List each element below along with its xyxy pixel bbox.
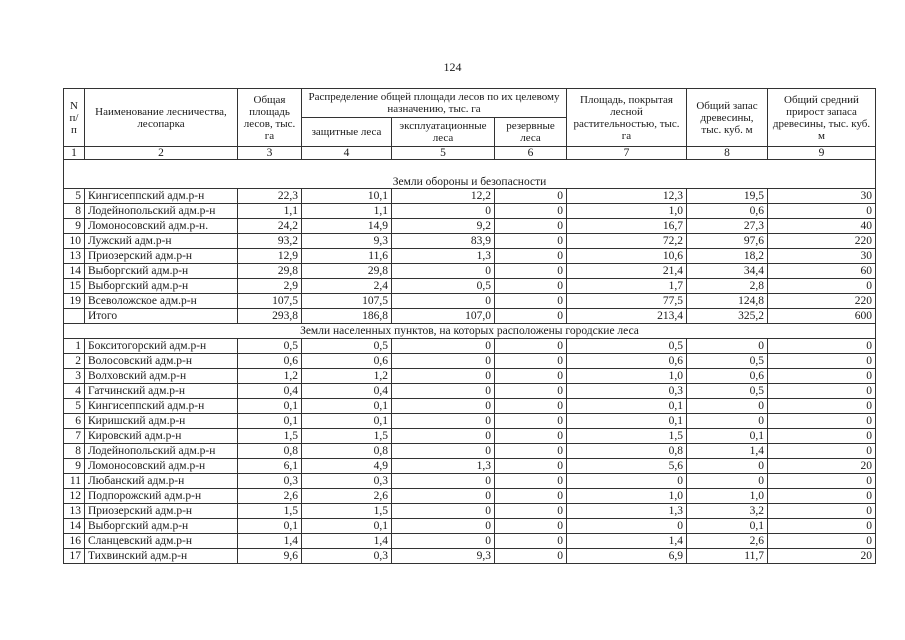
total-row — [64, 309, 876, 324]
value-cell: 1,4 — [567, 534, 687, 549]
value-cell: 0,5 — [687, 354, 768, 369]
value-cell: 1,3 — [567, 504, 687, 519]
table-row — [64, 369, 876, 384]
value-cell: 0 — [495, 249, 567, 264]
table-row — [64, 534, 876, 549]
header-forest-covered: Площадь, покрытая лесной растительностью, тыс. га — [567, 89, 687, 147]
value-cell: 6,9 — [567, 549, 687, 564]
value-cell: 220 — [768, 294, 876, 309]
column-number: 7 — [567, 147, 687, 160]
district-name: Гатчинский адм.р-н — [85, 384, 238, 399]
column-number: 9 — [768, 147, 876, 160]
value-cell: 0,5 — [567, 339, 687, 354]
value-cell: 0 — [495, 399, 567, 414]
value-cell: 0 — [567, 474, 687, 489]
value-cell: 0 — [687, 459, 768, 474]
value-cell: 0,1 — [302, 414, 392, 429]
value-cell: 2,6 — [302, 489, 392, 504]
header-growth: Общий средний прирост запаса древесины, тыс. куб. м — [768, 89, 876, 147]
district-name: Выборгский адм.р-н — [85, 279, 238, 294]
district-name: Волховский адм.р-н — [85, 369, 238, 384]
district-name: Выборгский адм.р-н — [85, 519, 238, 534]
column-number: 1 — [64, 147, 85, 160]
district-name: Сланцевский адм.р-н — [85, 534, 238, 549]
table-row — [64, 354, 876, 369]
value-cell: 0 — [768, 414, 876, 429]
value-cell: 0 — [495, 384, 567, 399]
value-cell: 77,5 — [567, 294, 687, 309]
district-name: Подпорожский адм.р-н — [85, 489, 238, 504]
value-cell: 1,4 — [238, 534, 302, 549]
value-cell: 0 — [768, 504, 876, 519]
value-cell: 0,5 — [238, 339, 302, 354]
value-cell: 0 — [687, 339, 768, 354]
value-cell: 4,9 — [302, 459, 392, 474]
value-cell: 5,6 — [567, 459, 687, 474]
header-protective: защитные леса — [302, 118, 392, 147]
value-cell: 0,6 — [302, 354, 392, 369]
column-number: 5 — [392, 147, 495, 160]
header-num: N п/п — [64, 89, 85, 147]
value-cell: 0 — [768, 384, 876, 399]
table-row — [64, 384, 876, 399]
header-exploitation: эксплуатационные леса — [392, 118, 495, 147]
value-cell: 1,5 — [238, 504, 302, 519]
row-number: 2 — [64, 354, 85, 369]
value-cell: 0 — [495, 204, 567, 219]
value-cell: 0 — [768, 369, 876, 384]
value-cell: 0 — [392, 384, 495, 399]
value-cell: 21,4 — [567, 264, 687, 279]
district-name: Киришский адм.р-н — [85, 414, 238, 429]
value-cell: 24,2 — [238, 219, 302, 234]
row-number: 1 — [64, 339, 85, 354]
value-cell: 0 — [495, 519, 567, 534]
value-cell: 107,5 — [238, 294, 302, 309]
table-row — [64, 339, 876, 354]
value-cell: 1,5 — [567, 429, 687, 444]
value-cell: 0 — [392, 354, 495, 369]
value-cell: 22,3 — [238, 189, 302, 204]
value-cell: 6,1 — [238, 459, 302, 474]
value-cell: 0,1 — [687, 429, 768, 444]
column-number: 3 — [238, 147, 302, 160]
district-name: Лодейнопольский адм.р-н — [85, 444, 238, 459]
value-cell: 0 — [495, 504, 567, 519]
value-cell: 0,4 — [238, 384, 302, 399]
value-cell: 0 — [567, 519, 687, 534]
row-number: 4 — [64, 384, 85, 399]
value-cell: 0 — [495, 549, 567, 564]
column-number: 4 — [302, 147, 392, 160]
value-cell: 107,5 — [302, 294, 392, 309]
value-cell: 0 — [495, 264, 567, 279]
value-cell: 29,8 — [238, 264, 302, 279]
table-row — [64, 294, 876, 309]
header-stock: Общий запас древесины, тыс. куб. м — [687, 89, 768, 147]
district-name: Кингисеппский адм.р-н — [85, 189, 238, 204]
value-cell: 1,5 — [302, 429, 392, 444]
value-cell: 0,5 — [687, 384, 768, 399]
value-cell: 0 — [392, 294, 495, 309]
value-cell: 0 — [687, 399, 768, 414]
value-cell: 0,1 — [567, 399, 687, 414]
value-cell: 0 — [495, 189, 567, 204]
value-cell: 12,3 — [567, 189, 687, 204]
table-row — [64, 249, 876, 264]
value-cell: 11,6 — [302, 249, 392, 264]
value-cell: 0,6 — [687, 204, 768, 219]
value-cell: 1,3 — [392, 249, 495, 264]
value-cell: 0 — [768, 279, 876, 294]
value-cell: 1,0 — [567, 369, 687, 384]
value-cell: 97,6 — [687, 234, 768, 249]
district-name: Ломоносовский адм.р-н. — [85, 219, 238, 234]
value-cell: 19,5 — [687, 189, 768, 204]
value-cell: 1,0 — [567, 204, 687, 219]
value-cell: 0,8 — [567, 444, 687, 459]
value-cell: 0 — [687, 474, 768, 489]
value-cell: 0 — [495, 534, 567, 549]
value-cell: 1,5 — [302, 504, 392, 519]
value-cell: 0 — [392, 474, 495, 489]
total-value: 293,8 — [238, 309, 302, 324]
row-number: 5 — [64, 399, 85, 414]
value-cell: 10,6 — [567, 249, 687, 264]
value-cell: 0,3 — [302, 474, 392, 489]
total-value: 0 — [495, 309, 567, 324]
value-cell: 3,2 — [687, 504, 768, 519]
value-cell: 0 — [768, 489, 876, 504]
value-cell: 20 — [768, 549, 876, 564]
value-cell: 30 — [768, 189, 876, 204]
table-row — [64, 264, 876, 279]
table-row — [64, 549, 876, 564]
value-cell: 0,1 — [302, 519, 392, 534]
total-value: 107,0 — [392, 309, 495, 324]
table-row — [64, 474, 876, 489]
row-number: 9 — [64, 459, 85, 474]
value-cell: 0,1 — [687, 519, 768, 534]
value-cell: 20 — [768, 459, 876, 474]
row-number: 12 — [64, 489, 85, 504]
row-number: 15 — [64, 279, 85, 294]
table-row — [64, 219, 876, 234]
value-cell: 2,6 — [238, 489, 302, 504]
value-cell: 11,7 — [687, 549, 768, 564]
table-row — [64, 204, 876, 219]
table-row — [64, 279, 876, 294]
value-cell: 14,9 — [302, 219, 392, 234]
value-cell: 0 — [495, 489, 567, 504]
total-value: 186,8 — [302, 309, 392, 324]
value-cell: 60 — [768, 264, 876, 279]
value-cell: 0,1 — [302, 399, 392, 414]
page-number: 124 — [443, 60, 462, 74]
value-cell: 0 — [392, 414, 495, 429]
value-cell: 0,3 — [302, 549, 392, 564]
value-cell: 2,6 — [687, 534, 768, 549]
value-cell: 0 — [495, 294, 567, 309]
value-cell: 0 — [495, 444, 567, 459]
row-number: 19 — [64, 294, 85, 309]
column-number: 2 — [85, 147, 238, 160]
table-row — [64, 399, 876, 414]
forest-register-table — [63, 88, 876, 564]
value-cell: 0,4 — [302, 384, 392, 399]
value-cell: 1,4 — [687, 444, 768, 459]
row-number: 7 — [64, 429, 85, 444]
total-label: Итого — [85, 309, 238, 324]
section-title-row — [64, 324, 876, 339]
district-name: Приозерский адм.р-н — [85, 249, 238, 264]
value-cell: 0 — [768, 204, 876, 219]
value-cell: 0,1 — [567, 414, 687, 429]
value-cell: 0 — [495, 234, 567, 249]
value-cell: 30 — [768, 249, 876, 264]
district-name: Ломоносовский адм.р-н — [85, 459, 238, 474]
value-cell: 0 — [768, 354, 876, 369]
value-cell: 0 — [495, 279, 567, 294]
value-cell: 0 — [392, 264, 495, 279]
value-cell: 0 — [392, 534, 495, 549]
value-cell: 0 — [768, 429, 876, 444]
value-cell: 0 — [392, 399, 495, 414]
table-row — [64, 189, 876, 204]
value-cell: 0,1 — [238, 399, 302, 414]
row-number: 9 — [64, 219, 85, 234]
value-cell: 0 — [495, 474, 567, 489]
section-title: Земли обороны и безопасности — [64, 160, 876, 189]
row-number: 14 — [64, 519, 85, 534]
value-cell: 0,6 — [238, 354, 302, 369]
value-cell: 0,3 — [567, 384, 687, 399]
value-cell: 1,7 — [567, 279, 687, 294]
row-number: 13 — [64, 504, 85, 519]
value-cell: 0 — [768, 399, 876, 414]
value-cell: 0 — [495, 414, 567, 429]
row-number: 8 — [64, 444, 85, 459]
section-title-row — [64, 160, 876, 189]
value-cell: 0,8 — [238, 444, 302, 459]
header-reserve: резервные леса — [495, 118, 567, 147]
value-cell: 2,4 — [302, 279, 392, 294]
value-cell: 40 — [768, 219, 876, 234]
value-cell: 1,1 — [302, 204, 392, 219]
total-value: 213,4 — [567, 309, 687, 324]
value-cell: 0 — [495, 354, 567, 369]
value-cell: 9,3 — [392, 549, 495, 564]
value-cell: 0,1 — [238, 519, 302, 534]
table-row — [64, 519, 876, 534]
value-cell: 1,1 — [238, 204, 302, 219]
value-cell: 0,8 — [302, 444, 392, 459]
value-cell: 0,5 — [392, 279, 495, 294]
column-number: 8 — [687, 147, 768, 160]
header-distribution: Распределение общей площади лесов по их целевому назначению, тыс. га — [302, 89, 567, 118]
value-cell: 9,2 — [392, 219, 495, 234]
district-name: Любанский адм.р-н — [85, 474, 238, 489]
total-value: 600 — [768, 309, 876, 324]
value-cell: 83,9 — [392, 234, 495, 249]
row-number: 14 — [64, 264, 85, 279]
value-cell: 124,8 — [687, 294, 768, 309]
row-number: 11 — [64, 474, 85, 489]
column-number: 6 — [495, 147, 567, 160]
table-row — [64, 414, 876, 429]
value-cell: 0 — [392, 369, 495, 384]
value-cell: 0,5 — [302, 339, 392, 354]
district-name: Бокситогорский адм.р-н — [85, 339, 238, 354]
district-name: Тихвинский адм.р-н — [85, 549, 238, 564]
table-row — [64, 504, 876, 519]
section-title: Земли населенных пунктов, на которых расположены городские леса — [64, 324, 876, 339]
district-name: Приозерский адм.р-н — [85, 504, 238, 519]
value-cell: 0 — [392, 519, 495, 534]
value-cell: 1,3 — [392, 459, 495, 474]
value-cell: 0 — [687, 414, 768, 429]
value-cell: 27,3 — [687, 219, 768, 234]
value-cell: 0 — [392, 339, 495, 354]
row-number: 3 — [64, 369, 85, 384]
value-cell: 0 — [392, 429, 495, 444]
value-cell: 1,2 — [302, 369, 392, 384]
district-name: Выборгский адм.р-н — [85, 264, 238, 279]
table-row — [64, 234, 876, 249]
table-row — [64, 459, 876, 474]
value-cell: 1,0 — [567, 489, 687, 504]
value-cell: 18,2 — [687, 249, 768, 264]
row-number: 5 — [64, 189, 85, 204]
value-cell: 9,3 — [302, 234, 392, 249]
row-number: 13 — [64, 249, 85, 264]
value-cell: 0 — [392, 489, 495, 504]
value-cell: 0,6 — [567, 354, 687, 369]
row-number: 10 — [64, 234, 85, 249]
value-cell: 0 — [495, 339, 567, 354]
value-cell: 0 — [768, 444, 876, 459]
district-name: Кингисеппский адм.р-н — [85, 399, 238, 414]
value-cell: 0 — [392, 504, 495, 519]
value-cell: 0 — [768, 474, 876, 489]
value-cell: 0,1 — [238, 414, 302, 429]
table-row — [64, 489, 876, 504]
value-cell: 93,2 — [238, 234, 302, 249]
value-cell: 0 — [495, 369, 567, 384]
row-number: 6 — [64, 414, 85, 429]
value-cell: 1,5 — [238, 429, 302, 444]
value-cell: 72,2 — [567, 234, 687, 249]
value-cell: 0 — [392, 444, 495, 459]
value-cell: 0 — [768, 534, 876, 549]
table-row — [64, 444, 876, 459]
district-name: Лодейнопольский адм.р-н — [85, 204, 238, 219]
value-cell: 29,8 — [302, 264, 392, 279]
column-numbers-row — [64, 147, 876, 160]
header-name: Наименование лесничества, лесопарка — [85, 89, 238, 147]
value-cell: 9,6 — [238, 549, 302, 564]
value-cell: 0 — [495, 429, 567, 444]
value-cell: 34,4 — [687, 264, 768, 279]
value-cell: 12,2 — [392, 189, 495, 204]
row-number: 16 — [64, 534, 85, 549]
value-cell: 1,4 — [302, 534, 392, 549]
value-cell: 0 — [495, 459, 567, 474]
value-cell: 0 — [392, 204, 495, 219]
value-cell: 0 — [768, 519, 876, 534]
value-cell: 2,8 — [687, 279, 768, 294]
value-cell: 0 — [768, 339, 876, 354]
district-name: Лужский адм.р-н — [85, 234, 238, 249]
value-cell: 12,9 — [238, 249, 302, 264]
value-cell: 16,7 — [567, 219, 687, 234]
district-name: Волосовский адм.р-н — [85, 354, 238, 369]
header-total-area: Общая площадь лесов, тыс. га — [238, 89, 302, 147]
district-name: Всеволожское адм.р-н — [85, 294, 238, 309]
value-cell: 0 — [495, 219, 567, 234]
value-cell: 1,0 — [687, 489, 768, 504]
value-cell: 220 — [768, 234, 876, 249]
value-cell: 2,9 — [238, 279, 302, 294]
row-number: 17 — [64, 549, 85, 564]
header-row — [64, 89, 876, 118]
value-cell: 0,6 — [687, 369, 768, 384]
row-number: 8 — [64, 204, 85, 219]
total-num-empty — [64, 309, 85, 324]
district-name: Кировский адм.р-н — [85, 429, 238, 444]
table-row — [64, 429, 876, 444]
value-cell: 1,2 — [238, 369, 302, 384]
value-cell: 0,3 — [238, 474, 302, 489]
total-value: 325,2 — [687, 309, 768, 324]
value-cell: 10,1 — [302, 189, 392, 204]
